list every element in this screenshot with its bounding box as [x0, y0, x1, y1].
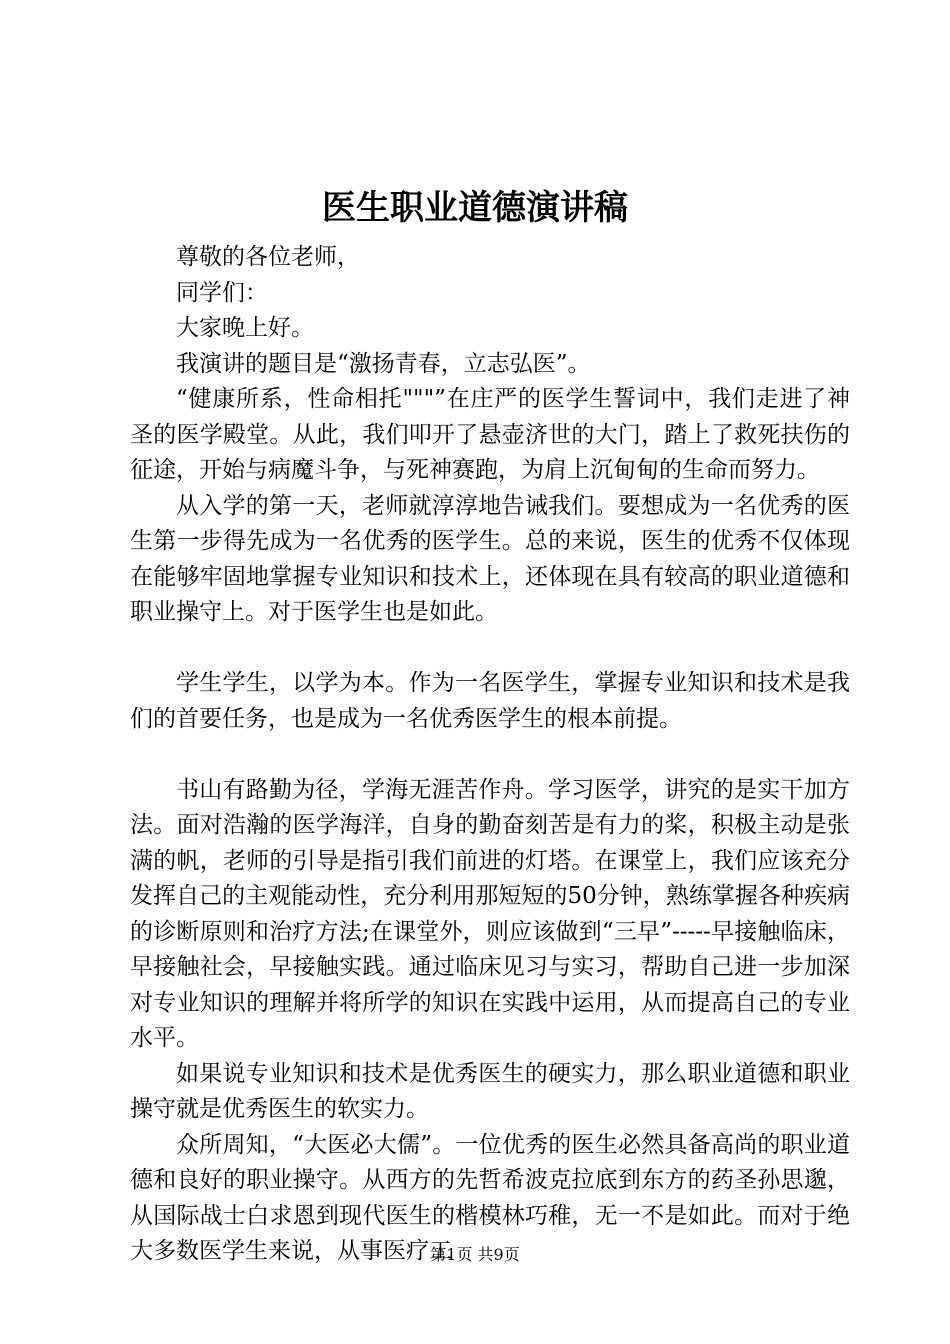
paragraph-oath: “健康所系，性命相托"""”在庄严的医学生誓词中，我们走进了神圣的医学殿堂。从此，我们叩开了悬壶济世的大门，踏上了救死扶伤的征途，开始与病魔斗争，与死神赛跑，为肩上沉甸甸的生命而努力。	[130, 386, 850, 483]
salutation-students: 同学们：	[176, 279, 268, 306]
paragraph-study-first: 学生学生，以学为本。作为一名医学生，掌握专业知识和技术是我们的首要任务，也是成为一名优秀医学生的根本前提。	[130, 670, 850, 732]
paragraph-great-doctors: 众所周知，“大医必大儒”。一位优秀的医生必然具备高尚的职业道德和良好的职业操守。从西方的先哲希波克拉底到东方的药圣孙思邈，从国际战士白求恩到现代医生的楷模林巧稚，无一不是如此。而对于绝大多数医学生来说，从事医疗工	[130, 1131, 850, 1264]
paragraph-study-methods: 书山有路勤为径，学海无涯苦作舟。学习医学，讲究的是实干加方法。面对浩瀚的医学海洋，自身的勤奋刻苦是有力的桨，积极主动是张满的帆，老师的引导是指引我们前进的灯塔。在课堂上，我们应该充分发挥自己的主观能动性，充分利用那短短的50分钟，熟练掌握各种疾病的诊断原则和治疗方法;在课堂外，则应该做到“三早”-----早接触临床，早接触社会，早接触实践。通过临床见习与实习，帮助自己进一步加深对专业知识的理解并将所学的知识在实践中运用，从而提高自己的专业水平。	[130, 776, 850, 1051]
salutation-teachers: 尊敬的各位老师，	[176, 244, 360, 270]
paragraph-soft-power: 如果说专业知识和技术是优秀医生的硬实力，那么职业道德和职业操守就是优秀医生的软实力。	[130, 1060, 850, 1122]
page-number: 第1页 共9页	[430, 1245, 520, 1264]
greeting: 大家晚上好。	[176, 315, 314, 341]
speech-topic: 我演讲的题目是“激扬青春，立志弘医”。	[176, 350, 591, 377]
document-body	[130, 240, 850, 1270]
document-title: 医生职业道德演讲稿	[322, 188, 628, 228]
paragraph-first-day: 从入学的第一天，老师就淳淳地告诫我们。要想成为一名优秀的医生第一步得先成为一名优秀的医学生。总的来说，医生的优秀不仅体现在能够牢固地掌握专业知识和技术上，还体现在具有较高的职业道德和职业操守上。对于医学生也是如此。	[130, 492, 850, 625]
